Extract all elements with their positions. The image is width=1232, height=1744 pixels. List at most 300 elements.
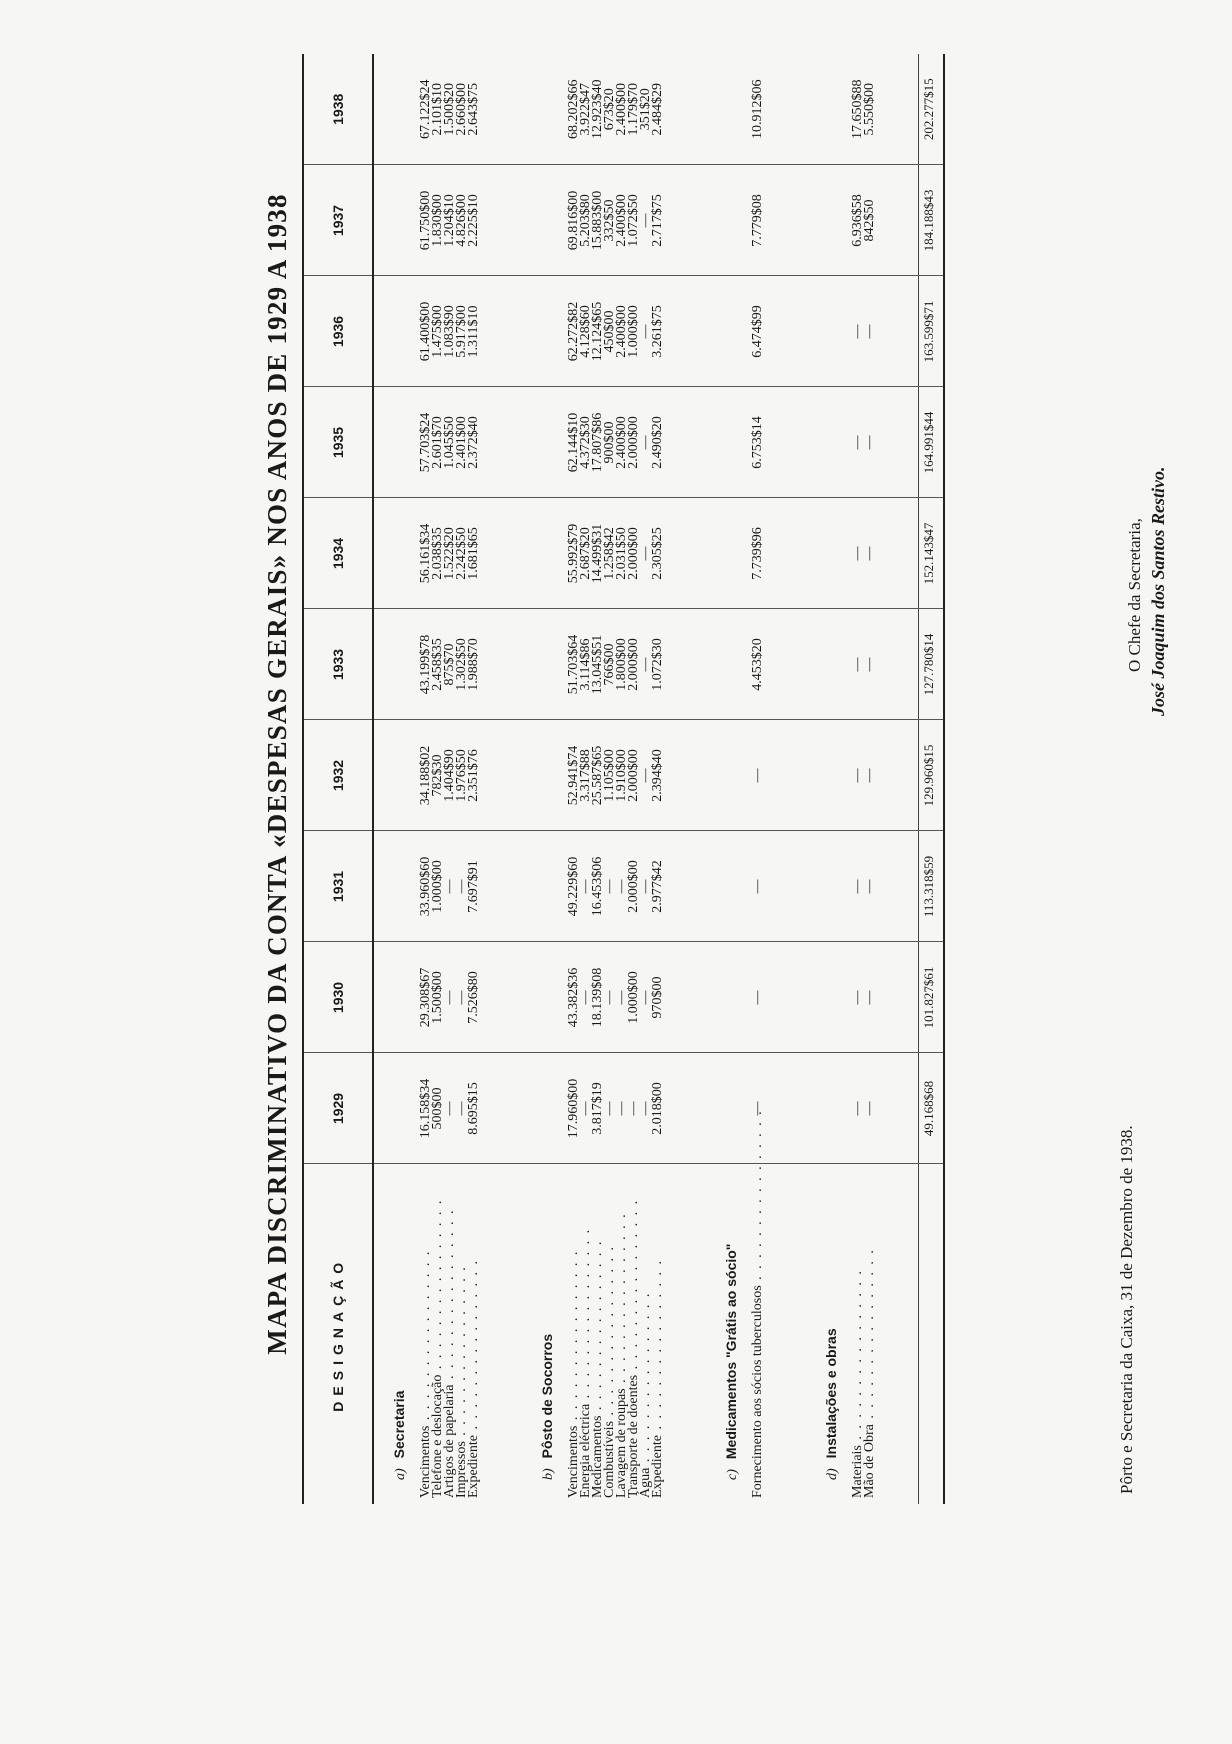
value-column-1937 <box>752 165 764 276</box>
empty-cell <box>522 387 568 498</box>
section-title <box>522 1165 568 1499</box>
expenses-table-frame <box>302 54 945 1504</box>
spacer-cell <box>664 720 706 831</box>
value-cell: 1.000$00 <box>626 971 641 1024</box>
value-column-1932 <box>568 720 664 831</box>
row-label: Telefone e deslocação . . . <box>432 1165 444 1499</box>
total-1937: 184.188$43 <box>918 165 943 276</box>
value-cell: 2.031$50 <box>614 527 629 580</box>
value-cell: 2.372$40 <box>466 416 481 469</box>
spacer-cell <box>876 831 918 942</box>
spacer-cell <box>764 165 806 276</box>
value-cell: 2.687$20 <box>578 527 593 580</box>
empty-cell <box>806 54 852 165</box>
section-name: Instalações e obras <box>823 1328 839 1459</box>
value-cell: 900$00 <box>602 421 617 464</box>
value-column-1930 <box>852 942 876 1053</box>
empty-cell <box>806 720 852 831</box>
section-title <box>806 1165 852 1499</box>
value-cell: 43.382$36 <box>566 967 581 1028</box>
value-column-1937 <box>420 165 480 276</box>
value-cell: 1.179$70 <box>626 83 641 136</box>
value-cell: 2.394$40 <box>650 749 665 802</box>
row-label: Energia eléctrica . . . <box>580 1165 592 1499</box>
value-cell: — <box>862 879 877 894</box>
value-column-1935 <box>752 387 764 498</box>
row-labels <box>752 1164 764 1504</box>
header-year-1936: 1936 <box>304 276 373 387</box>
value-column-1936 <box>852 276 876 387</box>
value-cell: 10.912$06 <box>750 79 765 139</box>
empty-cell <box>706 942 752 1053</box>
value-cell: — <box>638 1101 653 1116</box>
value-column-1938 <box>420 54 480 165</box>
empty-cell <box>806 831 852 942</box>
value-cell: 500$00 <box>430 1087 445 1130</box>
value-cell: 766$00 <box>602 643 617 686</box>
value-cell: 2.643$75 <box>466 83 481 136</box>
value-cell: 2.490$20 <box>650 416 665 469</box>
section-title-row <box>522 54 568 1504</box>
spacer-cell <box>764 498 806 609</box>
spacer-cell <box>664 1164 706 1504</box>
value-column-1933 <box>752 609 764 720</box>
value-cell: — <box>454 879 469 894</box>
value-cell: 2.000$00 <box>626 860 641 913</box>
value-cell: — <box>750 1101 765 1116</box>
value-cell: — <box>614 879 629 894</box>
value-cell: — <box>850 546 865 561</box>
value-cell: 2.400$00 <box>614 305 629 358</box>
empty-cell <box>806 387 852 498</box>
value-cell: 2.225$10 <box>466 194 481 247</box>
empty-cell <box>806 609 852 720</box>
section-title-cell <box>522 1164 568 1504</box>
empty-cell <box>806 498 852 609</box>
value-cell: — <box>862 324 877 339</box>
value-cell: — <box>638 435 653 450</box>
value-cell: 56.161$34 <box>418 523 433 584</box>
value-cell: — <box>638 324 653 339</box>
spacer-cell <box>480 165 522 276</box>
value-cell: 1.072$30 <box>650 638 665 691</box>
value-cell: 15.883$00 <box>590 190 605 251</box>
value-cell: 1.830$00 <box>430 194 445 247</box>
value-cell: 5.203$80 <box>578 194 593 247</box>
empty-cell <box>522 609 568 720</box>
empty-cell <box>373 165 420 276</box>
empty-cell <box>373 54 420 165</box>
empty-cell <box>806 1053 852 1164</box>
value-column-1938 <box>752 54 764 165</box>
empty-cell <box>522 720 568 831</box>
value-cell: — <box>850 657 865 672</box>
empty-cell <box>706 54 752 165</box>
spacer-cell <box>480 831 522 942</box>
value-cell: 1.000$00 <box>626 305 641 358</box>
spacer-cell <box>764 387 806 498</box>
value-cell: 33.960$60 <box>418 856 433 917</box>
section-data-row <box>752 54 764 1504</box>
value-column-1935 <box>420 387 480 498</box>
value-cell: 3.261$75 <box>650 305 665 358</box>
value-cell: 49.229$60 <box>566 856 581 917</box>
value-column-1931 <box>752 831 764 942</box>
value-cell: — <box>638 546 653 561</box>
total-1936: 163.599$71 <box>918 276 943 387</box>
value-cell: 4.128$60 <box>578 305 593 358</box>
value-cell: — <box>454 1101 469 1116</box>
value-cell: — <box>850 324 865 339</box>
value-cell: — <box>862 546 877 561</box>
value-cell: 1.500$00 <box>430 971 445 1024</box>
value-cell: 7.779$08 <box>750 194 765 247</box>
value-cell: 2.400$00 <box>614 83 629 136</box>
value-cell: 1.105$00 <box>602 749 617 802</box>
row-label: Vencimentos . . . <box>420 1165 432 1499</box>
empty-cell <box>522 942 568 1053</box>
total-1933: 127.780$14 <box>918 609 943 720</box>
value-cell: — <box>638 213 653 228</box>
value-cell: 2.601$70 <box>430 416 445 469</box>
row-label: Lavagem de roupas . . . <box>616 1165 628 1499</box>
value-cell: 55.992$79 <box>566 523 581 584</box>
spacer-cell <box>480 276 522 387</box>
value-cell: 2.000$00 <box>626 749 641 802</box>
value-cell: 17.960$00 <box>566 1078 581 1139</box>
value-column-1932 <box>752 720 764 831</box>
spacer-cell <box>664 831 706 942</box>
empty-cell <box>373 831 420 942</box>
value-cell: — <box>578 990 593 1005</box>
spacer-cell <box>664 498 706 609</box>
header-year-1934: 1934 <box>304 498 373 609</box>
header-year-1937: 1937 <box>304 165 373 276</box>
spacer-row <box>480 54 522 1504</box>
value-cell: — <box>862 768 877 783</box>
row-label: Mão de Obra . . . <box>864 1165 876 1499</box>
value-cell: 842$50 <box>862 199 877 242</box>
header-year-1933: 1933 <box>304 609 373 720</box>
value-cell: 2.717$75 <box>650 194 665 247</box>
value-cell: 16.158$34 <box>418 1078 433 1139</box>
spacer-row <box>764 54 806 1504</box>
spacer-cell <box>480 498 522 609</box>
value-cell: 2.660$00 <box>454 83 469 136</box>
value-cell: 16.453$06 <box>590 856 605 917</box>
value-cell: 1.800$00 <box>614 638 629 691</box>
value-cell: 4.826$00 <box>454 194 469 247</box>
value-cell: — <box>862 657 877 672</box>
value-cell: 62.144$10 <box>566 412 581 473</box>
value-cell: 1.204$10 <box>442 194 457 247</box>
value-cell: 57.703$24 <box>418 412 433 473</box>
section-title-row <box>373 54 420 1504</box>
value-cell: — <box>602 1101 617 1116</box>
empty-cell <box>706 165 752 276</box>
header-year-1930: 1930 <box>304 942 373 1053</box>
value-cell: 2.977$42 <box>650 860 665 913</box>
section-letter: d) <box>825 1468 840 1480</box>
value-cell: 2.305$25 <box>650 527 665 580</box>
row-label: Materiais . . . <box>852 1165 864 1499</box>
section-title-cell <box>806 1164 852 1504</box>
value-cell: — <box>454 990 469 1005</box>
spacer-cell <box>480 1164 522 1504</box>
value-cell: — <box>626 1101 641 1116</box>
spacer-cell <box>480 1053 522 1164</box>
value-cell: 67.122$24 <box>418 79 433 139</box>
section-title-row <box>806 54 852 1504</box>
value-column-1936 <box>420 276 480 387</box>
spacer-cell <box>664 1053 706 1164</box>
empty-cell <box>522 1053 568 1164</box>
spacer-cell <box>876 609 918 720</box>
spacer-cell <box>764 54 806 165</box>
value-cell: — <box>850 435 865 450</box>
value-cell: 68.202$66 <box>566 79 581 139</box>
value-column-1934 <box>852 498 876 609</box>
value-cell: 2.400$00 <box>614 194 629 247</box>
value-cell: — <box>442 990 457 1005</box>
value-cell: 1.976$50 <box>454 749 469 802</box>
empty-cell <box>522 498 568 609</box>
spacer-cell <box>664 276 706 387</box>
empty-cell <box>373 720 420 831</box>
spacer-row <box>876 54 918 1504</box>
section-name: Secretaria <box>391 1390 407 1459</box>
value-cell: 17.650$88 <box>850 79 865 139</box>
value-cell: 1.045$50 <box>442 416 457 469</box>
value-cell: 12.923$40 <box>590 79 605 139</box>
empty-cell <box>522 165 568 276</box>
section-title <box>706 1165 752 1499</box>
value-cell: 17.807$86 <box>590 412 605 473</box>
empty-cell <box>706 498 752 609</box>
value-cell: 2.484$29 <box>650 83 665 136</box>
empty-cell <box>522 276 568 387</box>
value-cell: 25.587$65 <box>590 745 605 806</box>
spacer-cell <box>876 942 918 1053</box>
spacer-cell <box>764 1164 806 1504</box>
spacer-cell <box>480 720 522 831</box>
value-column-1930 <box>568 942 664 1053</box>
value-cell: 970$00 <box>650 976 665 1019</box>
spacer-cell <box>664 942 706 1053</box>
value-column-1930 <box>420 942 480 1053</box>
value-cell: — <box>602 990 617 1005</box>
value-column-1931 <box>568 831 664 942</box>
value-column-1935 <box>568 387 664 498</box>
value-cell: — <box>862 990 877 1005</box>
value-cell: 5.550$00 <box>862 83 877 136</box>
value-cell: 2.242$50 <box>454 527 469 580</box>
section-title-row <box>706 54 752 1504</box>
spacer-cell <box>664 609 706 720</box>
row-label: Água . . . <box>640 1165 652 1499</box>
total-1934: 152.143$47 <box>918 498 943 609</box>
total-1930: 101.827$61 <box>918 942 943 1053</box>
empty-cell <box>373 387 420 498</box>
row-labels <box>420 1164 480 1504</box>
spacer-cell <box>876 1053 918 1164</box>
value-cell: — <box>638 657 653 672</box>
spacer-cell <box>480 609 522 720</box>
value-cell: 14.499$31 <box>590 523 605 584</box>
empty-cell <box>706 609 752 720</box>
value-cell: 1.000$00 <box>430 860 445 913</box>
header-year-1938: 1938 <box>304 54 373 165</box>
spacer-cell <box>764 609 806 720</box>
value-cell: 2.000$00 <box>626 527 641 580</box>
value-cell: 7.697$91 <box>466 860 481 913</box>
value-cell: 18.139$08 <box>590 967 605 1028</box>
value-cell: 61.400$00 <box>418 301 433 362</box>
total-1935: 164.991$44 <box>918 387 943 498</box>
value-cell: 1.404$90 <box>442 749 457 802</box>
empty-cell <box>706 387 752 498</box>
value-cell: 1.500$20 <box>442 83 457 136</box>
value-cell: 1.311$10 <box>466 305 481 358</box>
value-cell: 450$00 <box>602 310 617 353</box>
value-cell: 69.816$00 <box>566 190 581 251</box>
value-column-1937 <box>568 165 664 276</box>
row-label: Transporte de doentes . . . <box>628 1165 640 1499</box>
spacer-cell <box>480 942 522 1053</box>
header-year-1932: 1932 <box>304 720 373 831</box>
expenses-table <box>304 54 943 1504</box>
value-cell: 2.000$00 <box>626 638 641 691</box>
value-cell: — <box>750 768 765 783</box>
value-cell: 1.302$50 <box>454 638 469 691</box>
empty-cell <box>706 831 752 942</box>
value-cell: 6.753$14 <box>750 416 765 469</box>
value-cell: 2.401$00 <box>454 416 469 469</box>
value-cell: — <box>850 768 865 783</box>
value-cell: 51.703$64 <box>566 634 581 695</box>
value-cell: 1.083$90 <box>442 305 457 358</box>
total-1938: 202.277$15 <box>918 54 943 165</box>
value-cell: — <box>614 1101 629 1116</box>
section-letter: b) <box>541 1468 556 1480</box>
header-year-1935: 1935 <box>304 387 373 498</box>
value-column-1929 <box>420 1053 480 1164</box>
value-cell: — <box>578 879 593 894</box>
value-cell: 52.941$74 <box>566 745 581 806</box>
value-cell: — <box>850 990 865 1005</box>
value-cell: 2.101$10 <box>430 83 445 136</box>
value-cell: 2.351$76 <box>466 749 481 802</box>
value-cell: 351$20 <box>638 88 653 131</box>
empty-cell <box>706 720 752 831</box>
value-cell: 1.072$50 <box>626 194 641 247</box>
row-labels <box>568 1164 664 1504</box>
section-name: Pôsto de Socorros <box>539 1333 555 1459</box>
value-column-1933 <box>852 609 876 720</box>
row-labels <box>852 1164 876 1504</box>
value-cell: 13.045$51 <box>590 634 605 695</box>
value-cell: — <box>614 990 629 1005</box>
value-cell: — <box>602 879 617 894</box>
value-cell: 5.917$00 <box>454 305 469 358</box>
value-column-1932 <box>852 720 876 831</box>
value-cell: 6.474$99 <box>750 305 765 358</box>
section-title-cell <box>373 1164 420 1504</box>
value-cell: 2.000$00 <box>626 416 641 469</box>
value-column-1935 <box>852 387 876 498</box>
value-cell: 875$70 <box>442 643 457 686</box>
value-column-1932 <box>420 720 480 831</box>
footer-role: O Chefe da Secretaria, <box>1125 518 1144 672</box>
spacer-cell <box>876 498 918 609</box>
value-cell: 1.681$65 <box>466 527 481 580</box>
spacer-cell <box>764 276 806 387</box>
value-cell: 34.188$02 <box>418 745 433 806</box>
empty-cell <box>706 276 752 387</box>
section-name: Medicamentos "Grátis ao sócio" <box>723 1243 739 1460</box>
total-1929: 49.168$68 <box>918 1053 943 1164</box>
value-cell: — <box>850 879 865 894</box>
value-column-1929 <box>568 1053 664 1164</box>
value-cell: 7.739$96 <box>750 527 765 580</box>
spacer-cell <box>876 165 918 276</box>
empty-cell <box>806 165 852 276</box>
page-title: MAPA DISCRIMINATIVO DA CONTA «DESPESAS GERAIS» NOS ANOS DE 1929 A 1938 <box>262 193 292 1355</box>
value-column-1936 <box>752 276 764 387</box>
row-label: Vencimentos . . . <box>568 1165 580 1499</box>
value-cell: 1.988$70 <box>466 638 481 691</box>
value-cell: 62.272$82 <box>566 301 581 362</box>
spacer-cell <box>876 387 918 498</box>
row-label: Impressos . . . <box>456 1165 468 1499</box>
footer-date-place: Pôrto e Secretaria da Caixa, 31 de Dezembro de 1938. <box>1117 1125 1136 1494</box>
value-column-1934 <box>420 498 480 609</box>
value-cell: — <box>638 879 653 894</box>
value-cell: — <box>750 879 765 894</box>
value-cell: 3.317$88 <box>578 749 593 802</box>
value-cell: 332$50 <box>602 199 617 242</box>
row-label: Expediente . . . <box>468 1165 480 1499</box>
section-data-row <box>420 54 480 1504</box>
spacer-cell <box>764 831 806 942</box>
total-1932: 129.960$15 <box>918 720 943 831</box>
value-column-1934 <box>752 498 764 609</box>
table-body <box>373 54 943 1504</box>
footer-signature: José Joaquim dos Santos Restivo. <box>1148 466 1168 716</box>
empty-cell <box>373 1053 420 1164</box>
spacer-cell <box>664 387 706 498</box>
row-label: Combustíveis . . . <box>604 1165 616 1499</box>
value-column-1934 <box>568 498 664 609</box>
section-data-row <box>852 54 876 1504</box>
value-column-1931 <box>420 831 480 942</box>
value-cell: — <box>578 1101 593 1116</box>
value-cell: 673$20 <box>602 88 617 131</box>
row-label: Fornecimento aos sócios tuberculosos . . . <box>752 1165 764 1499</box>
value-cell: 61.750$00 <box>418 190 433 251</box>
totals-row <box>918 54 943 1504</box>
value-cell: 4.453$20 <box>750 638 765 691</box>
row-label: Medicamentos . . . <box>592 1165 604 1499</box>
value-cell: 1.258$42 <box>602 527 617 580</box>
value-cell: 782$30 <box>430 754 445 797</box>
value-cell: 2.458$35 <box>430 638 445 691</box>
spacer-cell <box>664 165 706 276</box>
spacer-cell <box>876 54 918 165</box>
spacer-cell <box>876 720 918 831</box>
value-cell: — <box>862 1101 877 1116</box>
value-cell: 8.695$15 <box>466 1082 481 1135</box>
